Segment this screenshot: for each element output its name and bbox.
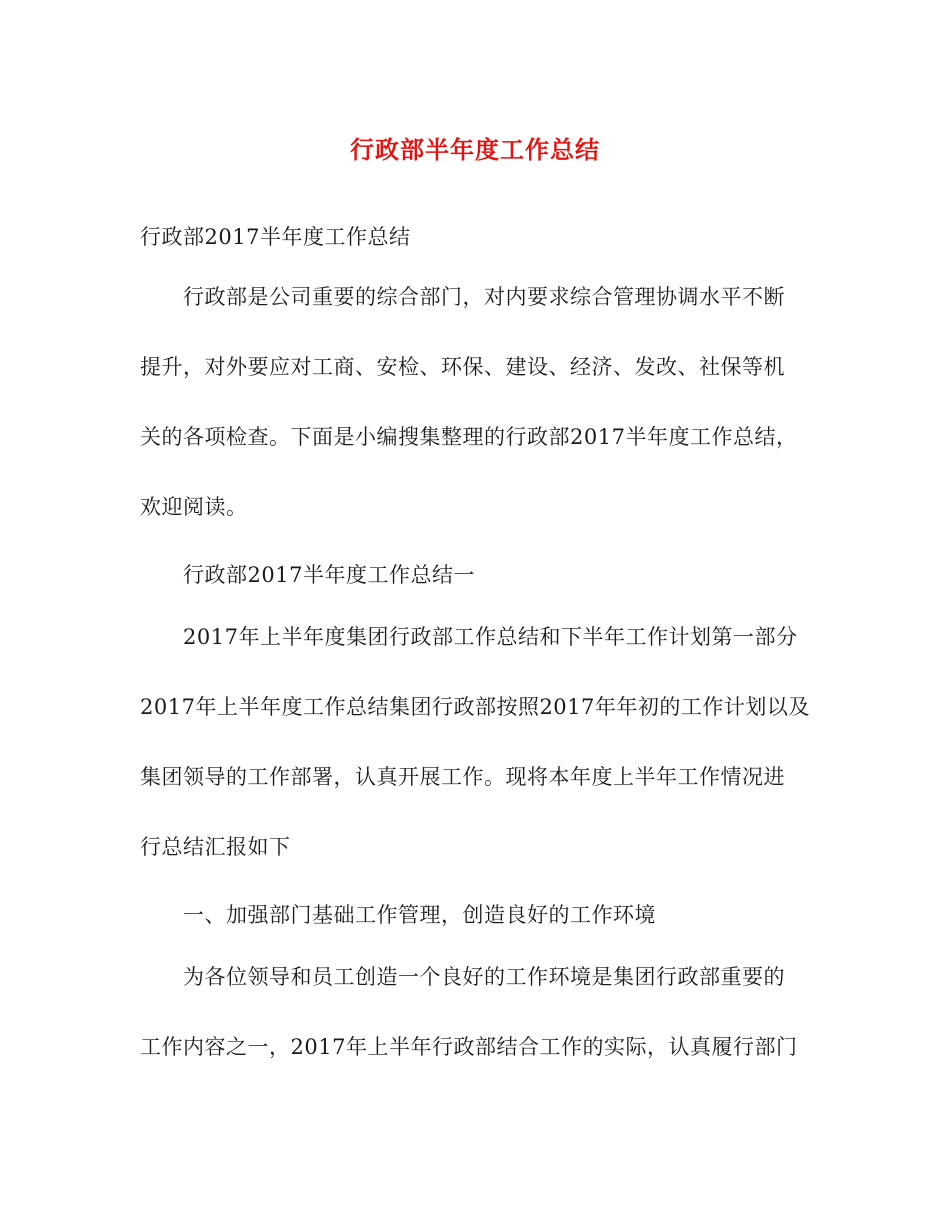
paragraph-line: 行总结汇报如下: [140, 835, 291, 859]
paragraph-line: 2017年上半年度集团行政部工作总结和下半年工作计划第一部分: [183, 625, 798, 649]
subtitle-line: 行政部2017半年度工作总结: [140, 225, 411, 249]
paragraph-line: 2017年上半年度工作总结集团行政部按照2017年年初的工作计划以及: [140, 695, 810, 719]
paragraph-line: 行政部是公司重要的综合部门，对内要求综合管理协调水平不断: [183, 285, 785, 309]
paragraph-line: 关的各项检查。下面是小编搜集整理的行政部2017半年度工作总结，: [140, 425, 798, 449]
section-heading: 一、加强部门基础工作管理，创造良好的工作环境: [183, 903, 656, 927]
document-title: 行政部半年度工作总结: [350, 135, 600, 164]
paragraph-line: 工作内容之一，2017年上半年行政部结合工作的实际，认真履行部门: [140, 1035, 798, 1059]
paragraph-line: 提升，对外要应对工商、安检、环保、建设、经济、发改、社保等机: [140, 355, 785, 379]
section-heading: 行政部2017半年度工作总结一: [183, 563, 475, 587]
paragraph-line: 集团领导的工作部署，认真开展工作。现将本年度上半年工作情况进: [140, 765, 785, 789]
paragraph-line: 为各位领导和员工创造一个良好的工作环境是集团行政部重要的: [183, 965, 785, 989]
paragraph-line: 欢迎阅读。: [140, 495, 248, 519]
